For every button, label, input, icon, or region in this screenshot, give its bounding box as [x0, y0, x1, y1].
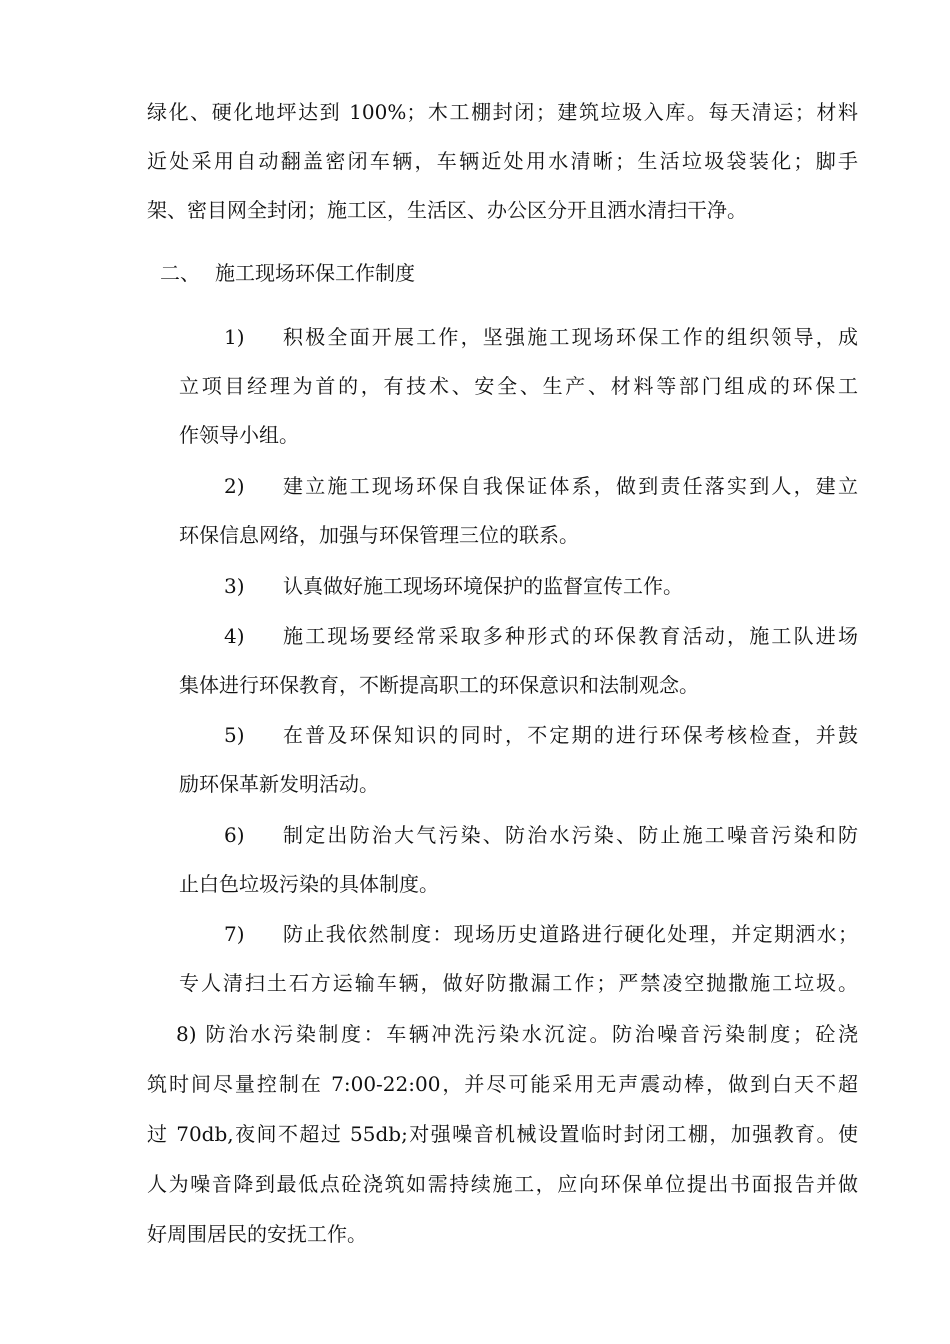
item-4-line-1: 施工现场要经常采取多种形式的环保教育活动，施工队进场	[283, 624, 858, 648]
intro-line-2: 近处采用自动翻盖密闭车辆，车辆近处用水清晰；生活垃圾袋装化；脚手	[147, 149, 858, 173]
item-2-line-1: 建立施工现场环保自我保证体系，做到责任落实到人，建立	[283, 474, 858, 498]
item-8-line-2: 筑时间尽量控制在 7:00-22:00，并尽可能采用无声震动棒，做到白天不超	[147, 1072, 858, 1096]
intro-line-3: 架、密目网全封闭；施工区，生活区、办公区分开且洒水清扫干净。	[147, 198, 747, 222]
item-5-line-2: 励环保革新发明活动。	[179, 772, 379, 796]
item-7-number: 7)	[224, 922, 245, 946]
item-8-line-5: 好周围居民的安抚工作。	[147, 1222, 367, 1246]
item-8-line-4: 人为噪音降到最低点砼浇筑如需持续施工，应向环保单位提出书面报告并做	[147, 1172, 858, 1196]
item-8-line-1: 8) 防治水污染制度：车辆冲洗污染水沉淀。防治噪音污染制度；砼浇	[176, 1022, 858, 1046]
item-4-line-2: 集体进行环保教育，不断提高职工的环保意识和法制观念。	[179, 673, 699, 697]
section-heading-title: 施工现场环保工作制度	[215, 261, 415, 285]
intro-line-1: 绿化、硬化地坪达到 100%；木工棚封闭；建筑垃圾入库。每天清运；材料	[147, 100, 858, 124]
item-6-line-2: 止白色垃圾污染的具体制度。	[179, 872, 439, 896]
item-7-line-2: 专人清扫土石方运输车辆，做好防撒漏工作；严禁凌空抛撒施工垃圾。	[179, 971, 858, 995]
item-5-number: 5)	[224, 723, 245, 747]
item-3-number: 3)	[224, 574, 245, 598]
item-4-number: 4)	[224, 624, 245, 648]
section-heading-number: 二、	[160, 261, 200, 285]
item-1-number: 1)	[224, 325, 245, 349]
item-3-line-1: 认真做好施工现场环境保护的监督宣传工作。	[283, 574, 683, 598]
item-7-line-1: 防止我依然制度：现场历史道路进行硬化处理，并定期洒水；	[283, 922, 858, 946]
item-1-line-1: 积极全面开展工作，坚强施工现场环保工作的组织领导，成	[283, 325, 858, 349]
item-1-line-3: 作领导小组。	[179, 423, 299, 447]
item-2-line-2: 环保信息网络，加强与环保管理三位的联系。	[179, 523, 579, 547]
item-2-number: 2)	[224, 474, 245, 498]
item-5-line-1: 在普及环保知识的同时，不定期的进行环保考核检查，并鼓	[283, 723, 858, 747]
item-8-line-3: 过 70db,夜间不超过 55db;对强噪音机械设置临时封闭工棚，加强教育。使	[147, 1122, 858, 1146]
item-1-line-2: 立项目经理为首的，有技术、安全、生产、材料等部门组成的环保工	[179, 374, 858, 398]
item-6-number: 6)	[224, 823, 245, 847]
item-6-line-1: 制定出防治大气污染、防治水污染、防止施工噪音污染和防	[283, 823, 858, 847]
